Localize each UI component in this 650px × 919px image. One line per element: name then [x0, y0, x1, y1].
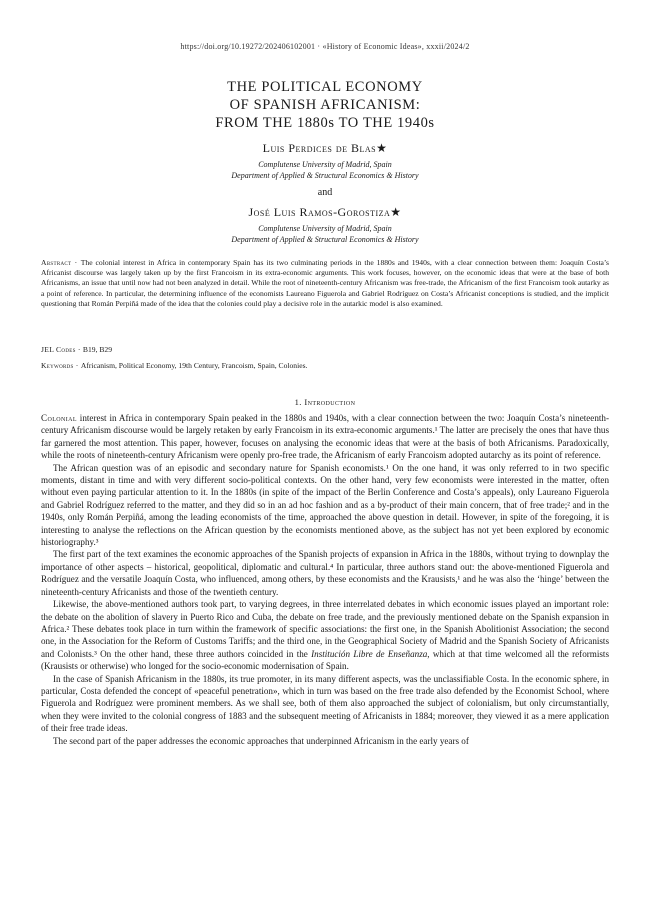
- author-affiliation-department: Department of Applied & Structural Economics & History: [231, 235, 419, 244]
- and-separator: and: [317, 187, 333, 198]
- abstract: [41, 258, 609, 309]
- author-block-2: [0, 205, 650, 245]
- italic-institution: Institución Libre de Enseñanza: [311, 648, 428, 659]
- body-paragraph: Likewise, the above-mentioned authors took part, to varying degrees, in three interrelated debates in which economic issues played an important role: the debate on the abolition of slavery in Puerto Rico and Cuba, the debate on free trade, and the previously mentioned debate on the Spanish expansion in Africa.² These debates took place in turn within the framework of specific associations: the first one, in the Spanish Abolitionist Association; the second one, in the Association for the Reform of Customs Tariffs; and the third one, in the Geographical Society of Madrid and the Spanish Society of Africanists and Colonists.³ On the other hand, these three authors coincided in the Institución Libre de Enseñanza, which at that time welcomed all the reformists (Krausists or otherwise) who longed for the socio-economic modernisation of Spain.: [41, 599, 609, 672]
- body-paragraph: In the case of Spanish Africanism in the 1880s, its true promoter, in its many different aspects, was the unclassifiable Costa. In the economic sphere, in particular, Costa defended the concept of «peaceful penetration», which in turn was based on the free trade also defended by the Economist School, where Figuerola and Rodríguez were prominent members. As we shall see, both of them also approached the subject of colonialism, but only circumstantially, when they were invited to the colonial congress of 1883 and the subsequent meeting of Africanists in 1884; moreover, they viewed it as a mere application of their free trade ideas.: [41, 673, 609, 734]
- keywords-label: Keywords ·: [41, 361, 81, 370]
- author-affiliation-university: Complutense University of Madrid, Spain: [258, 160, 392, 169]
- lead-word: Colonial: [41, 413, 77, 423]
- author-name: Luis Perdices de Blas★: [262, 141, 388, 155]
- section-heading: 1. Introduction: [294, 397, 356, 407]
- keywords: [41, 361, 609, 371]
- jel-codes: [41, 345, 609, 355]
- jel-label: JEL Codes ·: [41, 345, 83, 354]
- body-paragraph: The first part of the text examines the economic approaches of the Spanish projects of expansion in Africa in the 1880s, without trying to downplay the importance of other aspects – historical, geopolitical, diplomatic and cultural.⁴ In particular, three authors stand out: the above-mentioned Figuerola and Rodríguez and the versatile Joaquín Costa, who influenced, among others, by these economists and the Krausists,¹ and he was also the ‘hinge’ between the nineteenth-century Africanists and those of the twentieth century.: [41, 549, 609, 597]
- author-affiliation-department: Department of Applied & Structural Economics & History: [231, 171, 419, 180]
- body-paragraph: The second part of the paper addresses the economic approaches that underpinned Africanism in the early years of: [53, 735, 469, 746]
- keywords-text: Africanism, Political Economy, 19th Century, Francoism, Spain, Colonies.: [80, 361, 308, 370]
- title-line-1: THE POLITICAL ECONOMY: [227, 79, 423, 95]
- jel-text: B19, B29: [82, 345, 113, 354]
- author-block-1: [0, 141, 650, 181]
- author-name: José Luis Ramos-Gorostiza★: [248, 205, 402, 219]
- article-title: [0, 78, 650, 132]
- abstract-text: The colonial interest in Africa in contemporary Spain has its two culminating periods in the 1880s and 1940s, with a clear connection between them: Joaquín Costa’s Africanist discourse was largely taken up by the first Francoism in its extra-economic arguments. This work focuses, however, on the economic ideas that were at the base of both Africanisms, an issue that until now had not been analyzed in detail. While the root of nineteenth-century Africanism was free-trade, the Africanism of the first Francoism took autarky as a point of reference. In particular, the determining influence of the economists Laureano Figuerola and Gabriel Rodríguez on Costa’s Africanist conceptions is studied, and the implicit questioning that Román Perpiñá made of the idea that the colonies could play a decisive role in the autarkic model is also examined.: [41, 258, 609, 308]
- body-paragraph: Colonial interest in Africa in contemporary Spain peaked in the 1880s and 1940s, with a clear connection between the two: Joaquín Costa’s nineteenth-century Africanism discourse would be largely retaken by early Francoism in its extra-economic arguments.¹ The latter are precisely the ones that have thus far garnered the most attention. This paper, however, focuses on analysing the economic ideas that were at the basis of both Africanisms. Paradoxically, while the roots of nineteenth-century Africanism were openly pro-free trade, the Africanism of early Francoism adopted autarchy as its point of reference.: [41, 413, 609, 461]
- body-paragraph: The African question was of an episodic and secondary nature for Spanish economists.¹ On the one hand, it was only referred to in two specific moments, distant in time and with very different socio-political contexts. On the other hand, very few economists were interested in the matter, often without even paying particular attention to it. In the 1880s (in spite of the impact of the Berlin Conference and Costa’s appeals), only Laureano Figuerola and Gabriel Rodríguez referred to the matter, and they did so in an ad hoc fashion and as a by-product of their main concern, that of free trade;² and in the 1940s, only Román Perpiñá, among the leading economists of the time, approached the above question in detail. However, in spite of the foregoing, it is interesting to analyse the reflections on the African question by the economists mentioned above, as the subject has not yet been explored by economic historiography.³: [41, 462, 609, 548]
- title-line-3: FROM THE 1880s TO THE 1940s: [215, 115, 435, 131]
- title-line-2: OF SPANISH AFRICANISM:: [229, 97, 421, 113]
- abstract-label: Abstract ·: [41, 258, 81, 267]
- body-text: [41, 412, 609, 747]
- author-affiliation-university: Complutense University of Madrid, Spain: [258, 224, 392, 233]
- running-head: https://doi.org/10.19272/202406102001 · «History of Economic Ideas», xxxii/2024/2: [180, 42, 470, 51]
